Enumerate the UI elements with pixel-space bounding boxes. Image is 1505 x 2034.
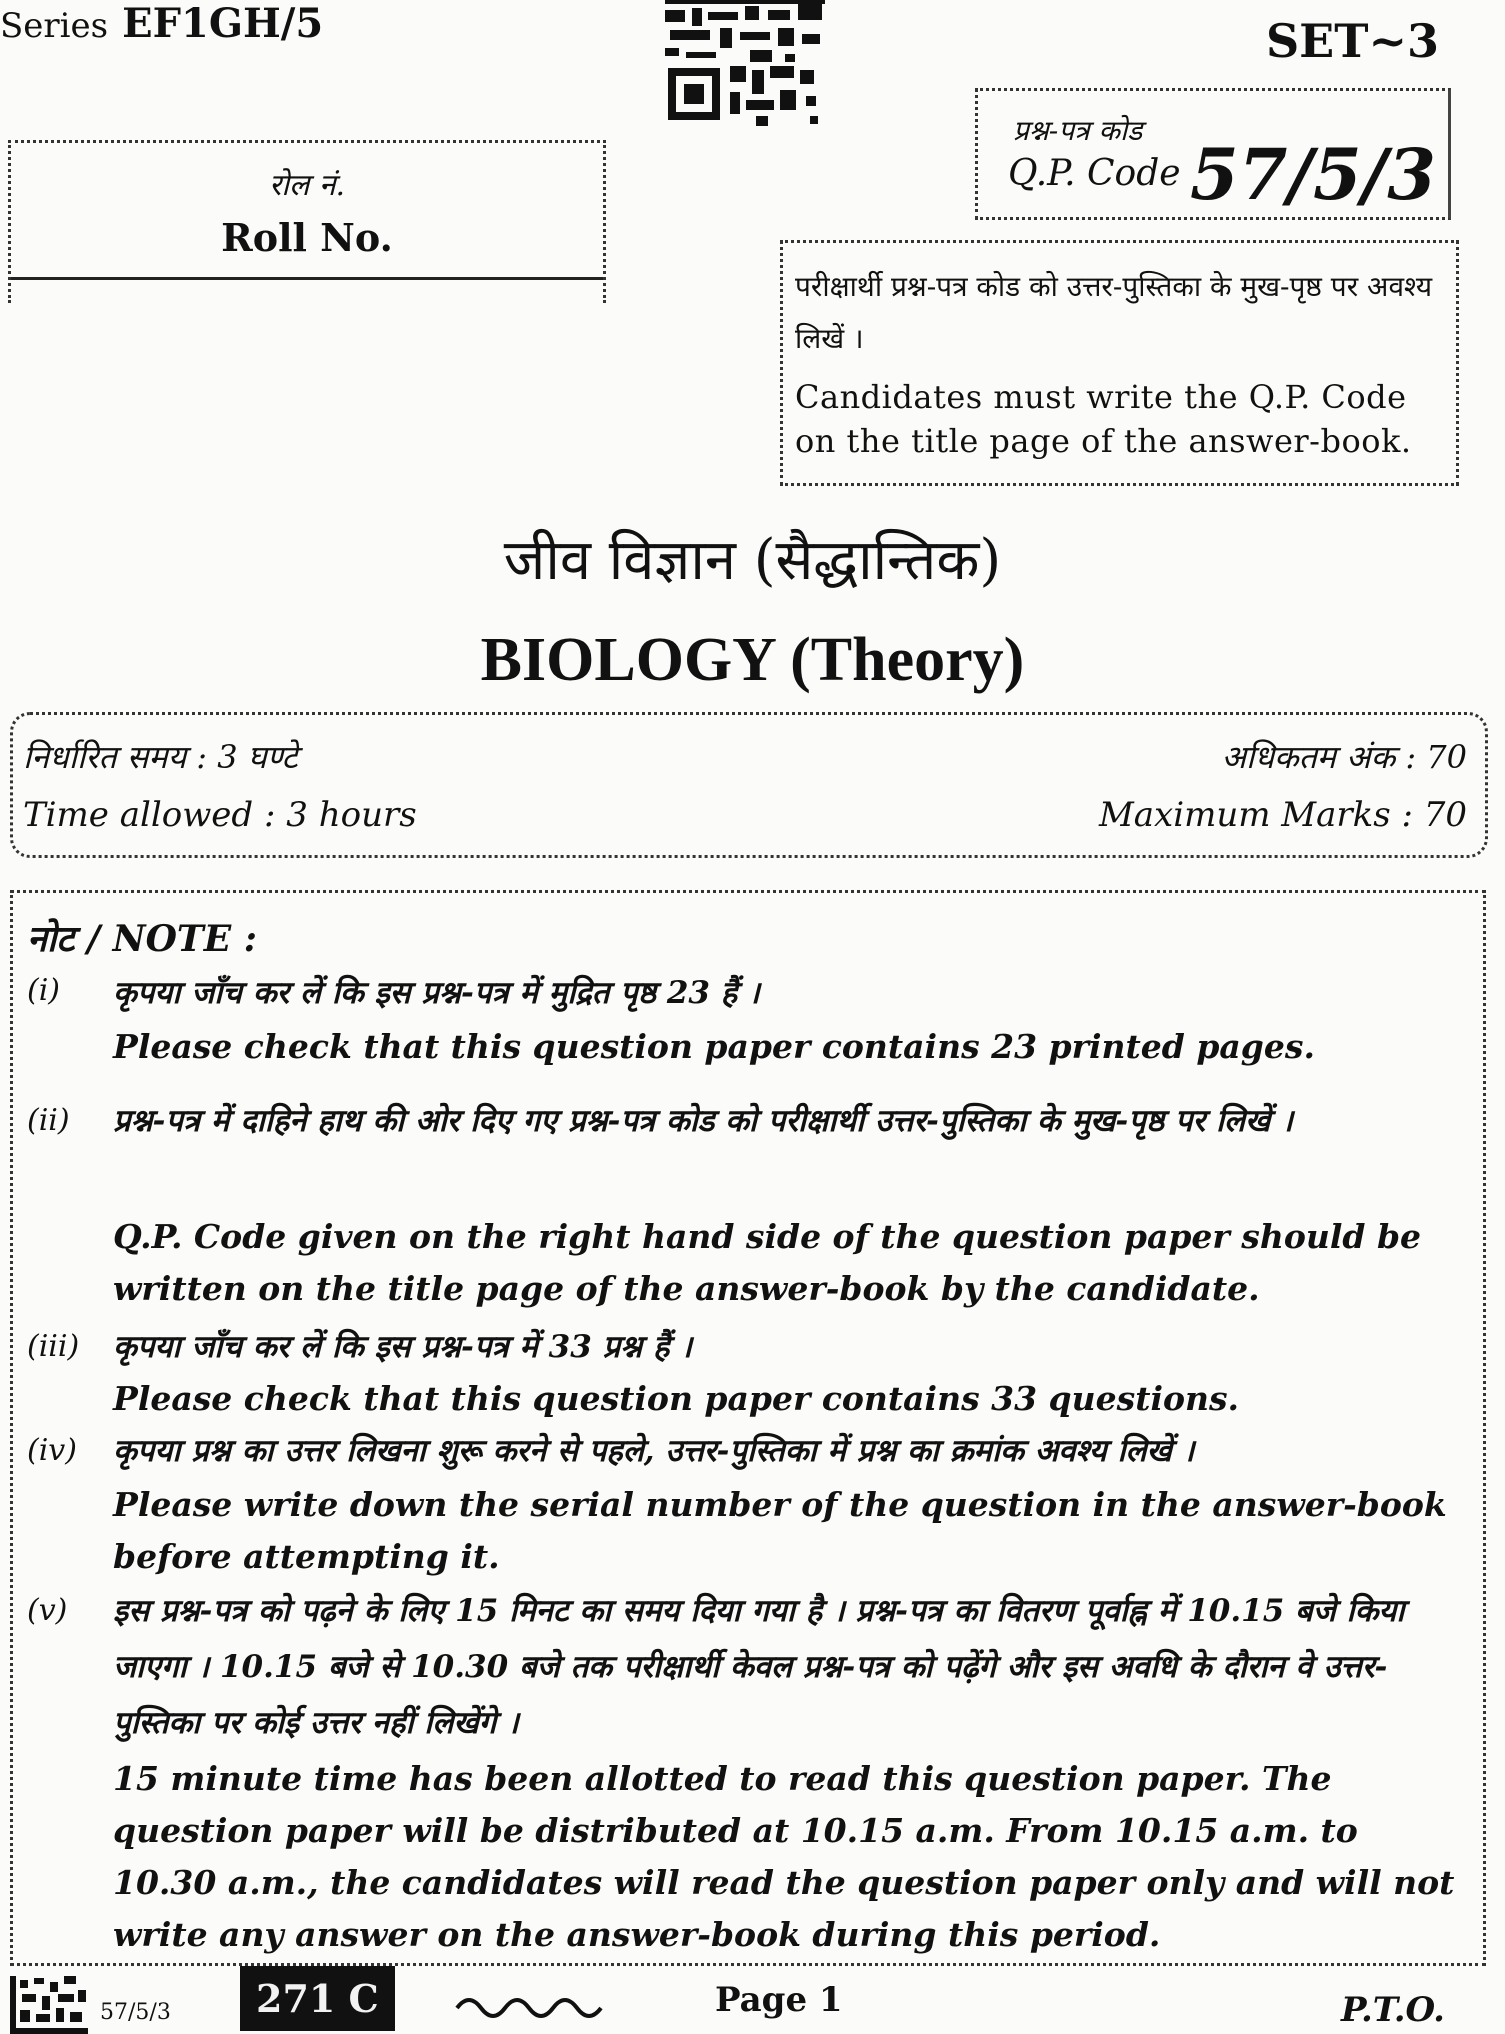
candidate-instruction-box: [780, 240, 1459, 486]
note-item-number: (i): [27, 973, 61, 1008]
footer-serial-number: 271 C: [240, 1966, 395, 2031]
note-item-hindi: इस प्रश्न-पत्र को पढ़ने के लिए 15 मिनट का समय दिया गया है । प्रश्न-पत्र का वितरण पूर्वाह्न में 10.15 बजे किया जाएगा । 10.15 बजे से 10.30 बजे तक परीक्षार्थी केवल प्रश्न-पत्र को पढ़ेंगे और इस अवधि के दौरान वे उत्तर-पुस्तिका पर कोई उत्तर नहीं लिखेंगे ।: [113, 1593, 1405, 1741]
note-item-english: Please check that this question paper contains 23 printed pages.: [113, 1027, 1315, 1066]
roll-label-english: Roll No.: [221, 215, 393, 260]
candidate-instruction-english: Candidates must write the Q.P. Code on the title page of the answer-book.: [795, 378, 1412, 460]
max-marks-hindi: अधिकतम अंक : 70: [1221, 738, 1467, 776]
footer-qp-code: 57/5/3: [100, 2000, 171, 2025]
page-number: Page 1: [715, 1980, 843, 2020]
roll-number-box: [8, 140, 606, 303]
note-title: नोट / NOTE :: [27, 918, 257, 960]
note-item-english: Q.P. Code given on the right hand side of the question paper should be written on the title page of the answer-book by the candidate.: [113, 1217, 1422, 1308]
time-marks-box: [10, 712, 1488, 858]
time-allowed-hindi: निर्धारित समय : 3 घण्टे: [23, 738, 298, 776]
note-item-number: (ii): [27, 1103, 70, 1138]
roll-number-write-line: [11, 277, 603, 280]
note-item-hindi: कृपया जाँच कर लें कि इस प्रश्न-पत्र में 33 प्रश्न हैं ।: [113, 1329, 692, 1365]
series-code: EF1GH/5: [122, 0, 324, 47]
qr-code-icon: [660, 0, 830, 130]
datamatrix-code-icon: [10, 1976, 88, 2034]
note-item-number: (iii): [27, 1329, 80, 1364]
subject-title-hindi: जीव विज्ञान (सैद्धान्तिक): [503, 528, 1002, 593]
qp-code-value: 57/5/3: [1190, 133, 1436, 216]
page-footer: [0, 1966, 1505, 2034]
max-marks-english: Maximum Marks : 70: [1098, 795, 1467, 835]
note-item-english: Please write down the serial number of the question in the answer-book before attempting it.: [113, 1485, 1447, 1576]
qp-code-label-english: Q.P. Code: [1008, 153, 1181, 194]
subject-title-english: BIOLOGY (Theory): [480, 626, 1025, 694]
squiggle-mark-icon: [455, 1986, 605, 2026]
qp-code-label-hindi: प्रश्न-पत्र कोड: [1013, 114, 1143, 147]
please-turn-over: P.T.O.: [1341, 1990, 1445, 2030]
candidate-instruction-hindi: परीक्षार्थी प्रश्न-पत्र कोड को उत्तर-पुस्तिका के मुख-पृष्ठ पर अवश्य लिखें ।: [795, 270, 1433, 355]
note-item-hindi: कृपया प्रश्न का उत्तर लिखना शुरू करने से पहले, उत्तर-पुस्तिका में प्रश्न का क्रमांक अवश्य लिखें ।: [113, 1433, 1195, 1469]
note-item-english: 15 minute time has been allotted to read this question paper. The question paper will be distributed at 10.15 a.m. From 10.15 a.m. to 10.30 a.m., the candidates will read the question paper only and will not write any answer on the answer-book during this period.: [113, 1759, 1455, 1954]
set-number: SET~3: [1265, 14, 1439, 68]
series-label: Series: [0, 6, 109, 46]
roll-label-hindi: रोल नं.: [268, 168, 346, 203]
note-item-number: (iv): [27, 1433, 77, 1468]
note-box: [10, 890, 1486, 1966]
qp-code-box: [975, 88, 1451, 220]
time-allowed-english: Time allowed : 3 hours: [23, 795, 417, 835]
note-item-hindi: कृपया जाँच कर लें कि इस प्रश्न-पत्र में मुद्रित पृष्ठ 23 हैं ।: [113, 975, 760, 1011]
note-item-hindi: प्रश्न-पत्र में दाहिने हाथ की ओर दिए गए प्रश्न-पत्र कोड को परीक्षार्थी उत्तर-पुस्तिका के मुख-पृष्ठ पर लिखें ।: [113, 1103, 1293, 1139]
series-line: [0, 0, 323, 47]
note-item-number: (v): [27, 1593, 68, 1628]
note-item-english: Please check that this question paper contains 33 questions.: [113, 1379, 1240, 1418]
